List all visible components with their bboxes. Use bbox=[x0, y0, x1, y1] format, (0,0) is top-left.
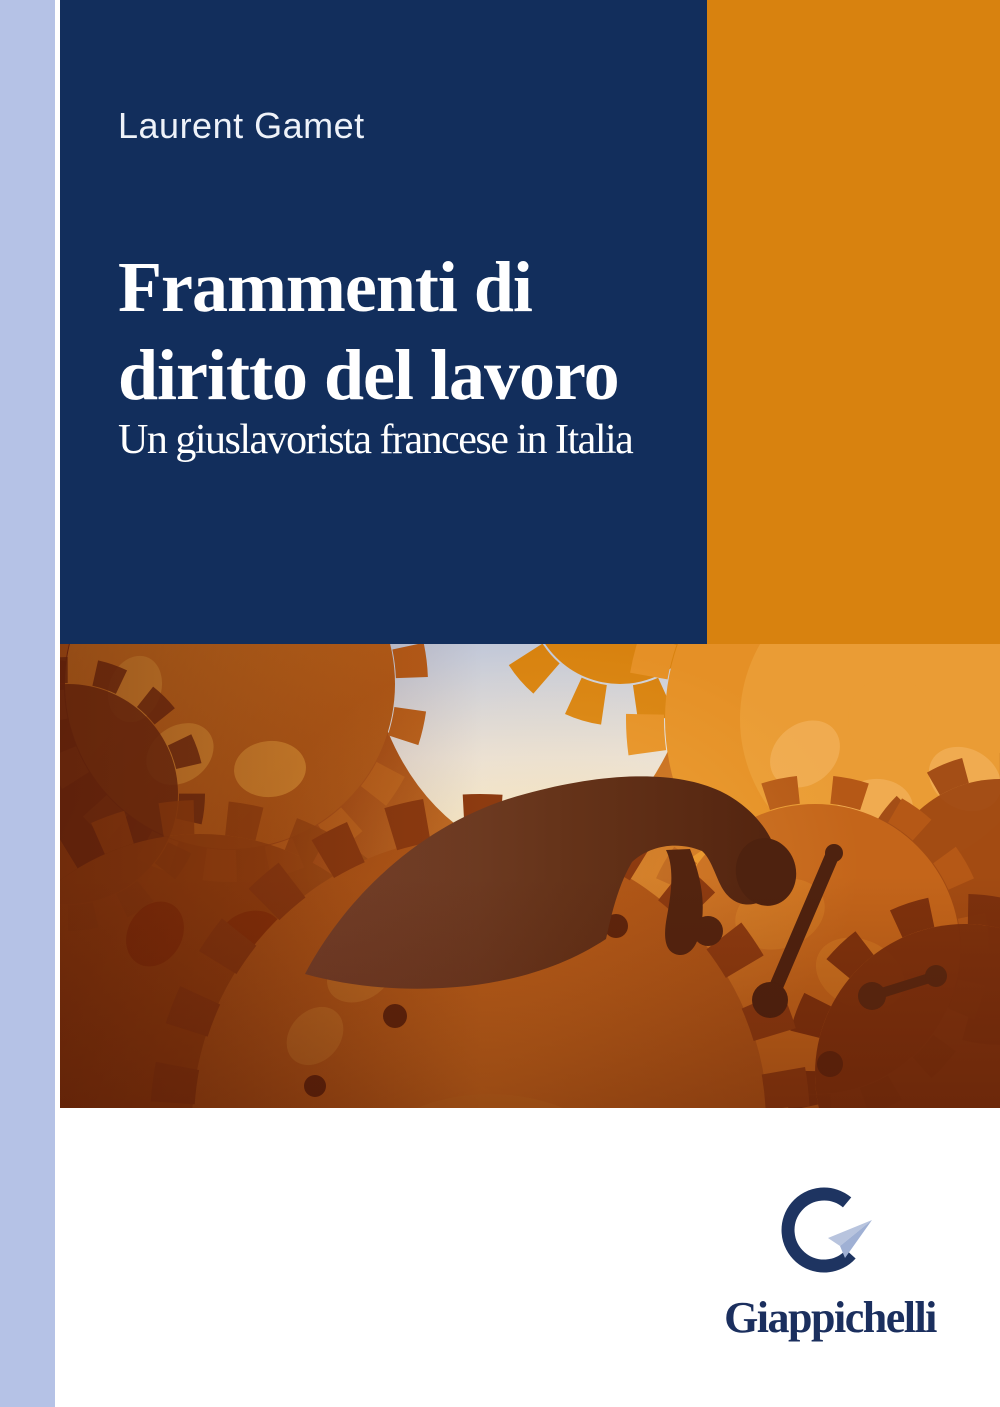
title-panel bbox=[60, 0, 707, 644]
title-line-1: Frammenti di bbox=[118, 247, 532, 327]
cover-illustration bbox=[60, 644, 1000, 1108]
book-subtitle: Un giuslavorista francese in Italia bbox=[118, 417, 633, 463]
author-name: Laurent Gamet bbox=[118, 105, 365, 146]
spine-stripe bbox=[0, 0, 55, 1407]
gears-worker-illustration bbox=[60, 644, 1000, 1108]
title-line-2: diritto del lavoro bbox=[118, 335, 619, 415]
publisher-logo bbox=[680, 1180, 980, 1350]
accent-panel bbox=[707, 0, 1000, 644]
book-title bbox=[118, 243, 619, 419]
publisher-name: Giappichelli bbox=[724, 1293, 936, 1342]
giappichelli-g-logo-icon bbox=[772, 1180, 882, 1280]
bottom-shade-overlay bbox=[60, 644, 1000, 1108]
